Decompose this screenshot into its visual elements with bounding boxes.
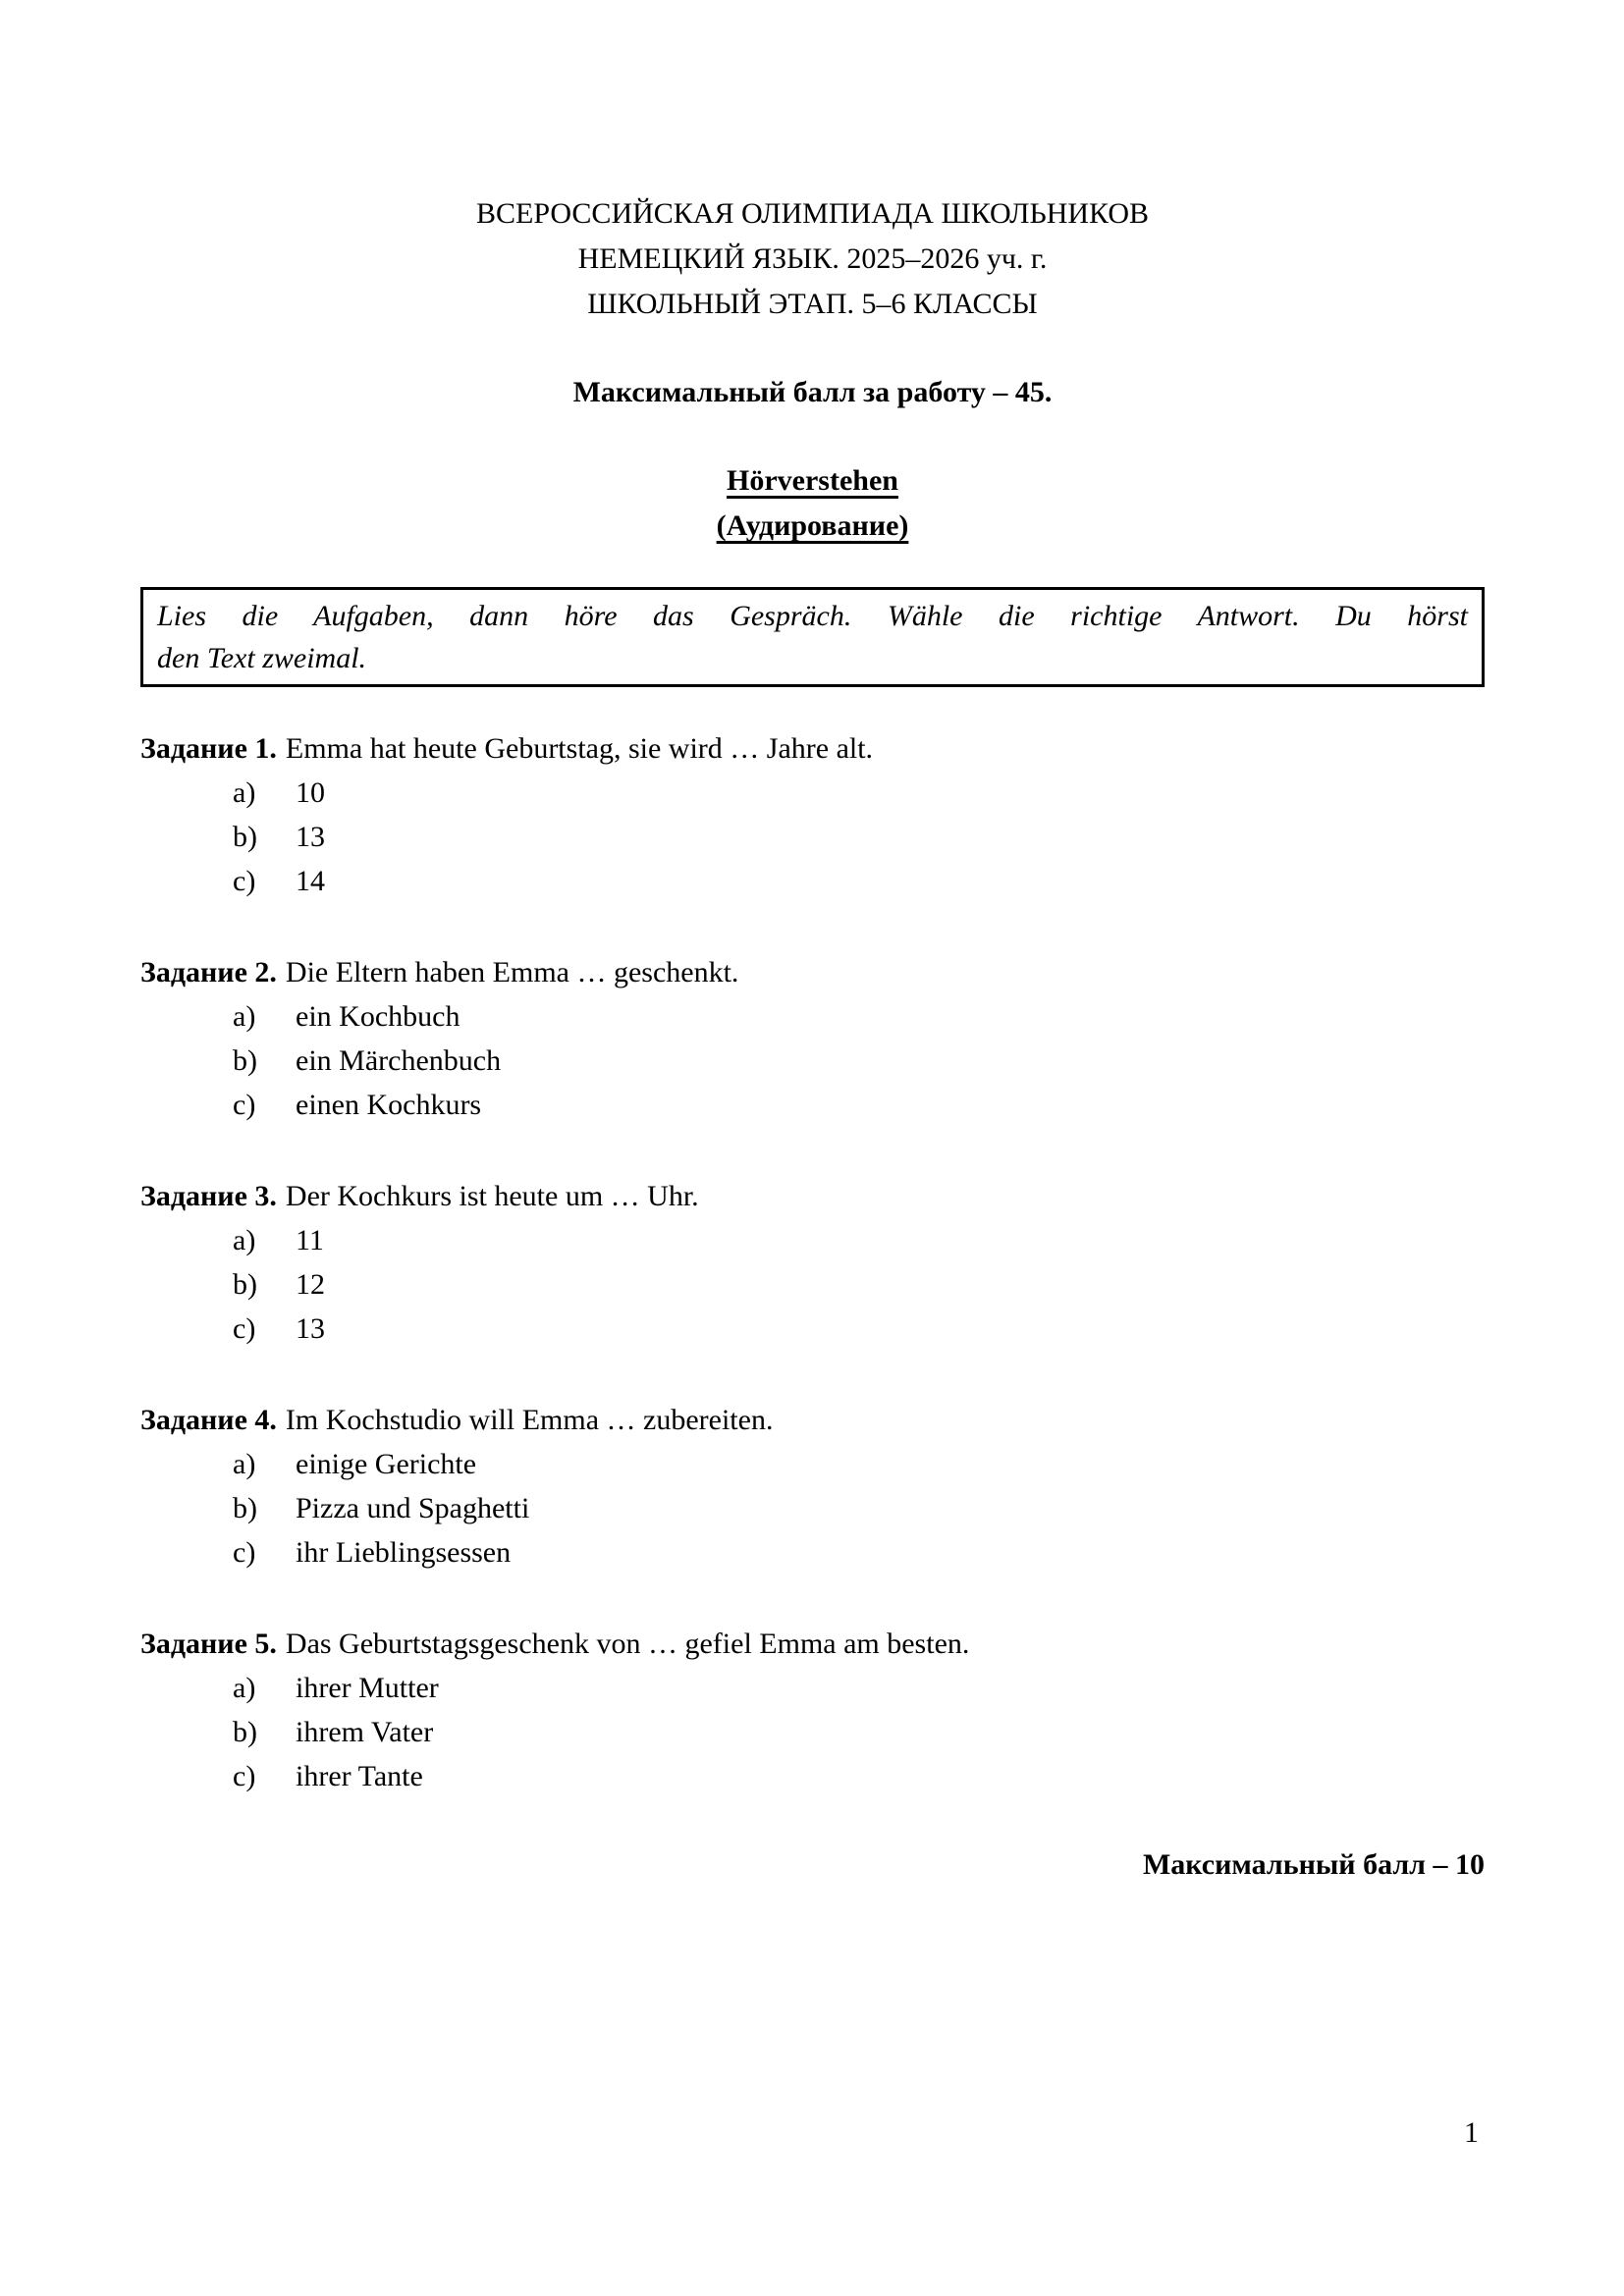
task-4-option-a	[140, 1442, 1485, 1486]
task-4-option-b-marker: b)	[233, 1492, 257, 1524]
max-score-total: Максимальный балл за работу – 45.	[572, 376, 1053, 408]
task-3-option-c-marker: c)	[233, 1312, 256, 1345]
task-5-question	[140, 1622, 1485, 1666]
task-4-question	[140, 1398, 1485, 1442]
task-5	[140, 1622, 1485, 1798]
task-4-label: Задание 4.	[140, 1404, 277, 1436]
olympiad-title-line: ВСЕРОССИЙСКАЯ ОЛИМПИАДА ШКОЛЬНИКОВ	[476, 197, 1149, 230]
task-2-question-text: Die Eltern haben Emma … geschenkt.	[285, 956, 739, 988]
instruction-box	[140, 587, 1485, 687]
task-1-option-a	[140, 771, 1485, 815]
task-3-option-b-text: 12	[296, 1268, 325, 1301]
task-2-option-b-marker: b)	[233, 1044, 257, 1077]
task-4-option-b	[140, 1486, 1485, 1530]
task-5-question-text: Das Geburtstagsgeschenk von … gefiel Emma am besten.	[285, 1628, 970, 1660]
task-3-option-c	[140, 1307, 1485, 1351]
task-2	[140, 950, 1485, 1127]
task-2-option-a-marker: a)	[233, 1000, 256, 1033]
task-2-option-c-text: einen Kochkurs	[296, 1089, 482, 1121]
task-1-question	[140, 726, 1485, 771]
task-1-option-c	[140, 859, 1485, 903]
section-title-block	[140, 458, 1485, 549]
instruction-line-2: den Text zweimal.	[157, 642, 367, 674]
section-title-russian-row	[140, 504, 1485, 549]
task-2-option-c-marker: c)	[233, 1089, 256, 1121]
task-3-option-a	[140, 1218, 1485, 1262]
document-header	[140, 191, 1485, 327]
task-3-option-a-marker: a)	[233, 1224, 256, 1256]
task-3-option-b	[140, 1262, 1485, 1307]
task-5-option-c-marker: c)	[233, 1760, 256, 1792]
stage-grades-line: ШКОЛЬНЫЙ ЭТАП. 5–6 КЛАССЫ	[587, 288, 1038, 320]
task-1-option-b	[140, 815, 1485, 859]
task-3-option-c-text: 13	[296, 1312, 325, 1345]
task-4-option-b-text: Pizza und Spaghetti	[296, 1492, 530, 1524]
task-3-option-a-text: 11	[296, 1224, 324, 1256]
task-3-option-b-marker: b)	[233, 1268, 257, 1301]
task-1-option-a-text: 10	[296, 776, 325, 809]
task-5-option-b-text: ihrem Vater	[296, 1716, 434, 1748]
task-1-label: Задание 1.	[140, 732, 277, 765]
task-2-question	[140, 950, 1485, 994]
task-5-option-a-marker: a)	[233, 1672, 256, 1704]
task-2-option-b-text: ein Märchenbuch	[296, 1044, 502, 1077]
task-5-option-c-text: ihrer Tante	[296, 1760, 423, 1792]
task-2-option-a-text: ein Kochbuch	[296, 1000, 460, 1033]
task-3-question	[140, 1174, 1485, 1218]
task-2-option-b	[140, 1039, 1485, 1083]
task-1-option-a-marker: a)	[233, 776, 256, 809]
task-2-option-a	[140, 994, 1485, 1039]
task-4-option-c-text: ihr Lieblingsessen	[296, 1536, 512, 1569]
task-1	[140, 726, 1485, 903]
task-2-label: Задание 2.	[140, 956, 277, 988]
section-title-german-row	[140, 458, 1485, 504]
task-1-option-c-text: 14	[296, 865, 325, 897]
task-5-option-c	[140, 1754, 1485, 1798]
task-1-option-b-marker: b)	[233, 821, 257, 853]
task-3-label: Задание 3.	[140, 1180, 277, 1212]
task-4-option-a-text: einige Gerichte	[296, 1448, 477, 1480]
task-1-option-b-text: 13	[296, 821, 325, 853]
task-3	[140, 1174, 1485, 1351]
max-score-section: Максимальный балл – 10	[1142, 1848, 1485, 1881]
task-5-option-b	[140, 1710, 1485, 1754]
section-title-russian: (Аудирование)	[716, 509, 909, 542]
task-5-label: Задание 5.	[140, 1628, 277, 1660]
task-5-option-a-text: ihrer Mutter	[296, 1672, 439, 1704]
task-5-option-a	[140, 1666, 1485, 1710]
task-2-option-c	[140, 1083, 1485, 1127]
task-1-question-text: Emma hat heute Geburtstag, sie wird … Jahre alt.	[285, 732, 874, 765]
task-3-question-text: Der Kochkurs ist heute um … Uhr.	[285, 1180, 699, 1212]
task-4-question-text: Im Kochstudio will Emma … zubereiten.	[285, 1404, 774, 1436]
section-title-german: Hörverstehen	[727, 464, 898, 497]
subject-year-line: НЕМЕЦКИЙ ЯЗЫК. 2025–2026 уч. г.	[577, 242, 1048, 275]
task-4-option-c-marker: c)	[233, 1536, 256, 1569]
task-4	[140, 1398, 1485, 1575]
page-number: 1	[1464, 2116, 1479, 2149]
task-4-option-a-marker: a)	[233, 1448, 256, 1480]
instruction-line-1: Lies die Aufgaben, dann höre das Gespräch. Wähle die richtige Antwort. Du hörst	[157, 600, 1468, 632]
task-5-option-b-marker: b)	[233, 1716, 257, 1748]
task-1-option-c-marker: c)	[233, 865, 256, 897]
task-4-option-c	[140, 1530, 1485, 1575]
